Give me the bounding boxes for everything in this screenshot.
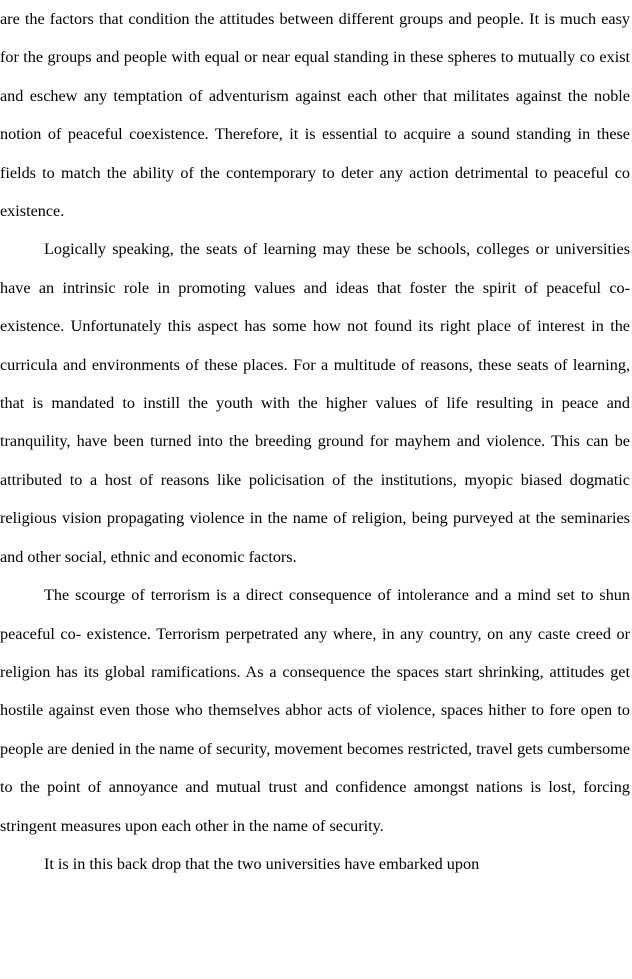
- paragraph-two-universities: It is in this back drop that the two universities have embarked upon: [44, 854, 480, 873]
- paragraph-scourge-of-terrorism: The scourge of terrorism is a direct consequence of intolerance and a mind set to shun peaceful co- existence. Terrorism perpetrated any where, in any country, on any caste creed or religion has its global ramifications. As a consequence the spaces start shrinking, attitudes get hostile against even those who themselves abhor acts of violence, spaces hither to fore open to people are denied in the name of security, movement becomes restricted, travel gets cumbersome to the point of annoyance and mutual trust and confidence amongst nations is lost, forcing stringent measures upon each other in the name of security.: [0, 586, 630, 835]
- paragraph-seats-of-learning: Logically speaking, the seats of learning may these be schools, colleges or universities have an intrinsic role in promoting values and ideas that foster the spirit of peaceful co- existence. Unfortunately this aspect has some how not found its right place of interest in the curricula and environments of these places. For a multitude of reasons, these seats of learning, that is mandated to instill the youth with the higher values of life resulting in peace and tranquility, have been turned into the breeding ground for mayhem and violence. This can be attributed to a host of reasons like policisation of the institutions, myopic biased dogmatic religious vision propagating violence in the name of religion, being purveyed at the seminaries and other social, ethnic and economic factors.: [0, 240, 630, 566]
- paragraph-continued: are the factors that condition the attitudes between different groups and people. It is much easy for the groups and people with equal or near equal standing in these spheres to mutually co exist and eschew any temptation of adventurism against each other that militates against the noble notion of peaceful coexistence. Therefore, it is essential to acquire a sound standing in these fields to match the ability of the contemporary to deter any action detrimental to peaceful co existence.: [0, 10, 630, 221]
